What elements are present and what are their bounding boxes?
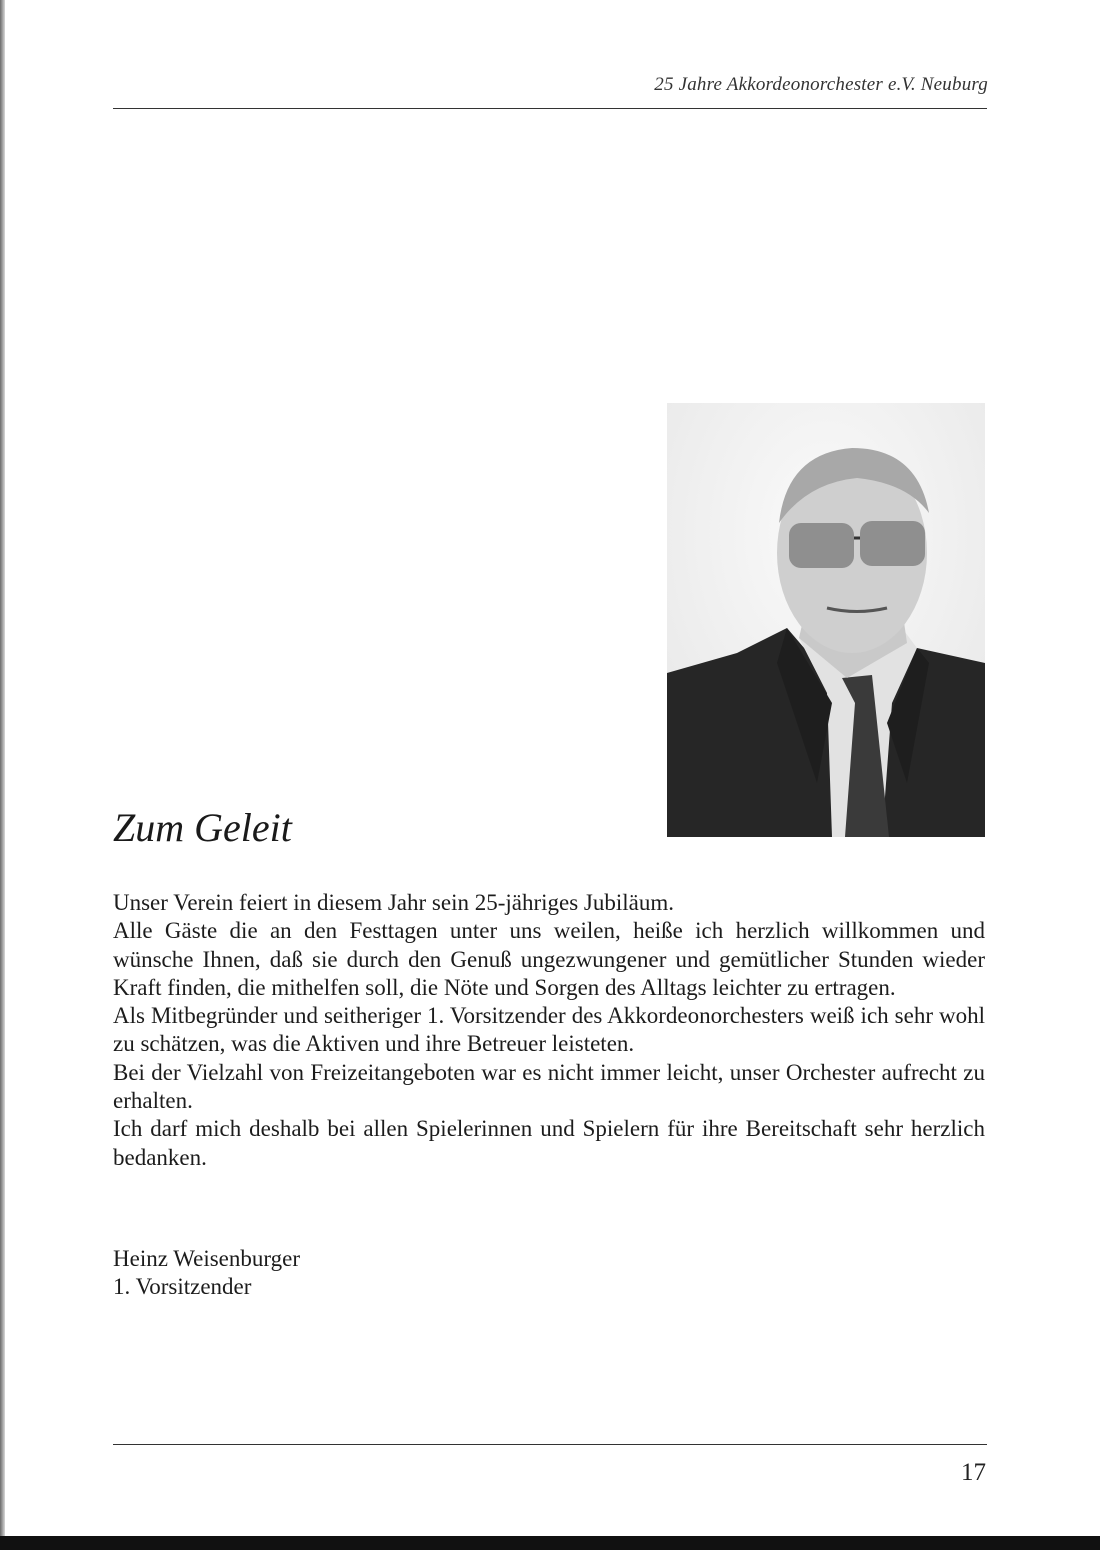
- signature-block: [113, 1245, 300, 1302]
- signature-name: Heinz Weisenburger: [113, 1246, 300, 1271]
- running-header: 25 Jahre Akkordeonorchester e.V. Neuburg: [654, 74, 988, 95]
- portrait-photo: [667, 403, 985, 837]
- paragraph: Als Mitbegründer und seitheriger 1. Vorsitzender des Akkordeonorchesters weiß ich sehr wohl zu schätzen, was die Aktiven und ihre Betreuer leisteten.: [113, 1003, 985, 1057]
- footer-rule: [113, 1444, 987, 1445]
- article-body: [113, 889, 985, 1172]
- paragraph: Unser Verein feiert in diesem Jahr sein 25-jähriges Jubiläum.: [113, 890, 675, 915]
- page-binding-edge: [0, 0, 5, 1550]
- page-bottom-edge: [0, 1536, 1100, 1550]
- article-title: Zum Geleit: [113, 805, 292, 850]
- paragraph: Ich darf mich deshalb bei allen Spielerinnen und Spielern für ihre Bereitschaft sehr herzlich bedanken.: [113, 1116, 985, 1170]
- header-rule: [113, 108, 987, 109]
- signature-role: 1. Vorsitzender: [113, 1274, 252, 1300]
- paragraph: Alle Gäste die an den Festtagen unter uns weilen, heiße ich herzlich willkommen und wünsche Ihnen, daß sie durch den Genuß ungezwungener und gemütlicher Stunden wieder Kraft finden, die mithelfen soll, die Nöte und Sorgen des Alltags leichter zu ertragen.: [113, 918, 985, 1000]
- paragraph: Bei der Vielzahl von Freizeitangeboten war es nicht immer leicht, unser Orchester aufrecht zu erhalten.: [113, 1059, 985, 1114]
- page-number: 17: [961, 1459, 986, 1486]
